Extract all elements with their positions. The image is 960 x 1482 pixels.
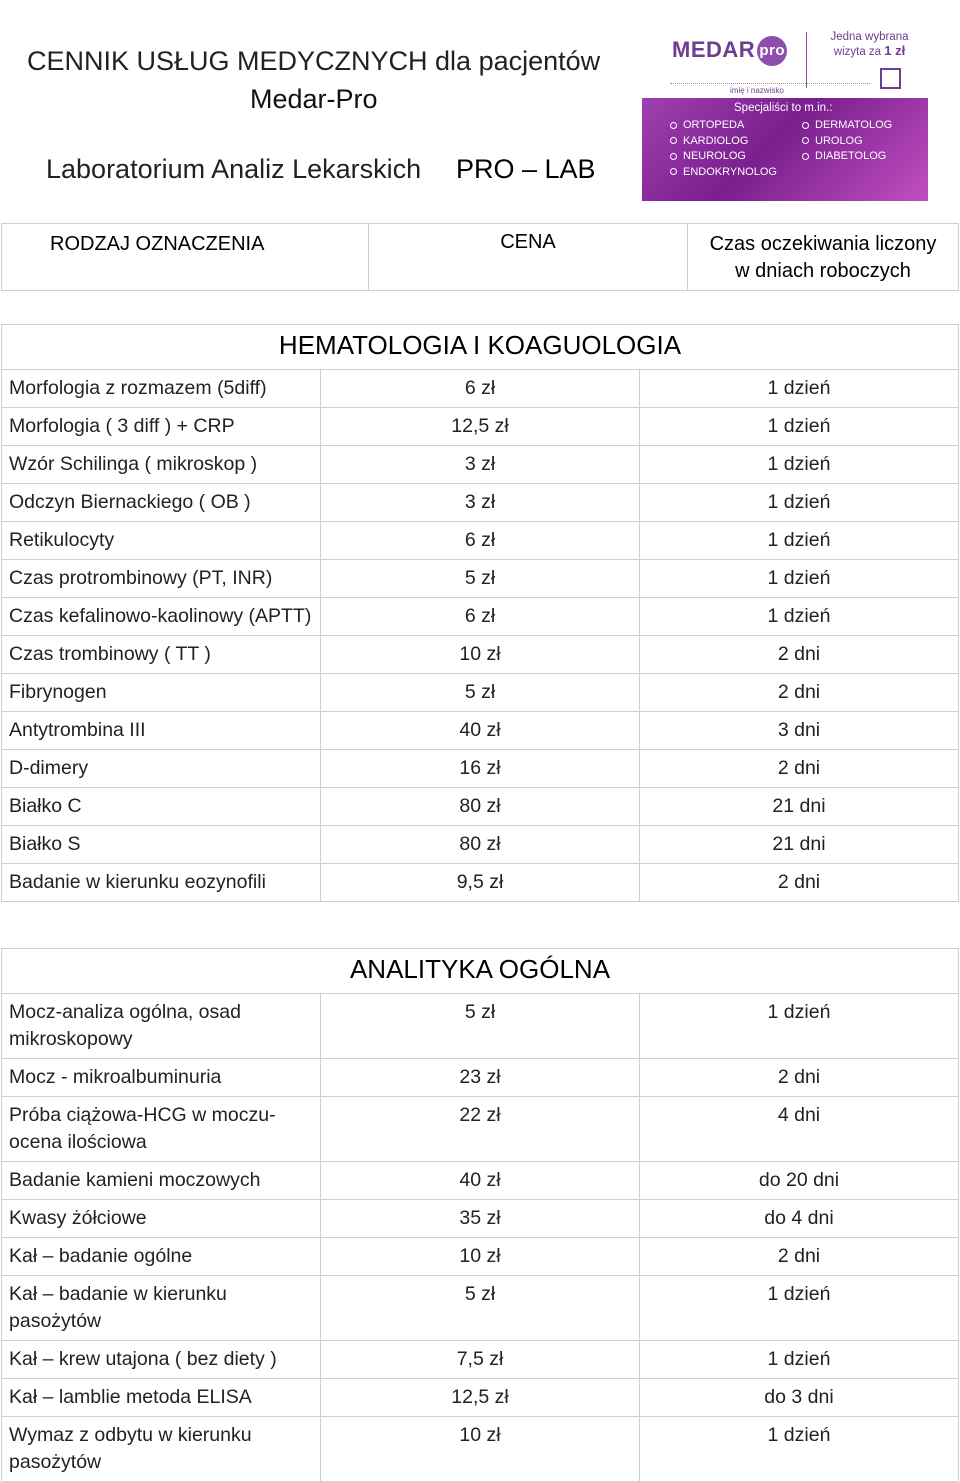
- test-price: 3 zł: [321, 446, 640, 484]
- table-row: [2, 826, 959, 864]
- table-row: [2, 1379, 959, 1417]
- test-name: Białko C: [2, 788, 321, 826]
- name-line: [670, 83, 870, 84]
- test-wait-time: 1 dzień: [640, 994, 959, 1059]
- column-header-table: [1, 223, 959, 291]
- test-name: Kał – lamblie metoda ELISA: [2, 1379, 321, 1417]
- test-price: 9,5 zł: [321, 864, 640, 902]
- table-row: [2, 750, 959, 788]
- specialist-item: DERMATOLOG: [802, 118, 892, 134]
- test-price: 5 zł: [321, 560, 640, 598]
- table-row: [2, 1162, 959, 1200]
- test-wait-time: 1 dzień: [640, 370, 959, 408]
- test-wait-time: 2 dni: [640, 1238, 959, 1276]
- test-name: Mocz - mikroalbuminuria: [2, 1059, 321, 1097]
- test-price: 80 zł: [321, 826, 640, 864]
- test-price: 6 zł: [321, 370, 640, 408]
- table-row: [2, 636, 959, 674]
- test-wait-time: 1 dzień: [640, 598, 959, 636]
- test-price: 10 zł: [321, 636, 640, 674]
- test-price: 16 zł: [321, 750, 640, 788]
- table-row: [2, 1238, 959, 1276]
- table-row: [2, 1417, 959, 1482]
- test-name: Badanie w kierunku eozynofili: [2, 864, 321, 902]
- col-header-price: CENA: [369, 224, 688, 291]
- test-name: Kał – badanie ogólne: [2, 1238, 321, 1276]
- test-name: Czas kefalinowo-kaolinowy (APTT): [2, 598, 321, 636]
- coupon-offer: [812, 30, 927, 59]
- test-name: Kwasy żółciowe: [2, 1200, 321, 1238]
- medar-pro-logo: [672, 36, 787, 66]
- test-name: Antytrombina III: [2, 712, 321, 750]
- test-price: 23 zł: [321, 1059, 640, 1097]
- table-row: [2, 674, 959, 712]
- test-wait-time: do 4 dni: [640, 1200, 959, 1238]
- specialists-label: Specjaliści to m.in.:: [734, 102, 833, 114]
- test-name: Białko S: [2, 826, 321, 864]
- test-wait-time: 2 dni: [640, 864, 959, 902]
- table-row: [2, 864, 959, 902]
- test-wait-time: 2 dni: [640, 1059, 959, 1097]
- test-price: 12,5 zł: [321, 1379, 640, 1417]
- table-row: [2, 712, 959, 750]
- col-header-time: [688, 224, 959, 291]
- test-wait-time: 1 dzień: [640, 1276, 959, 1341]
- test-price: 80 zł: [321, 788, 640, 826]
- table-row: [2, 994, 959, 1059]
- table-row: [2, 370, 959, 408]
- test-wait-time: 2 dni: [640, 636, 959, 674]
- test-price: 3 zł: [321, 484, 640, 522]
- test-wait-time: 1 dzień: [640, 522, 959, 560]
- table-row: [2, 1059, 959, 1097]
- test-price: 40 zł: [321, 1162, 640, 1200]
- test-name: Badanie kamieni moczowych: [2, 1162, 321, 1200]
- table-row: [2, 1097, 959, 1162]
- test-price: 6 zł: [321, 598, 640, 636]
- bullet-icon: [802, 122, 809, 129]
- logo-pro-badge: pro: [757, 36, 787, 66]
- test-price: 5 zł: [321, 994, 640, 1059]
- price-list-title: CENNIK USŁUG MEDYCZNYCH dla pacjentów: [27, 46, 601, 76]
- test-wait-time: do 3 dni: [640, 1379, 959, 1417]
- table-row: [2, 1200, 959, 1238]
- table-row: [2, 408, 959, 446]
- specialist-item: ENDOKRYNOLOG: [670, 165, 777, 181]
- specialist-item: KARDIOLOG: [670, 134, 777, 150]
- coupon-checkbox[interactable]: [880, 68, 901, 89]
- test-price: 5 zł: [321, 1276, 640, 1341]
- test-name: D-dimery: [2, 750, 321, 788]
- section-title: ANALITYKA OGÓLNA: [2, 949, 959, 994]
- test-price: 10 zł: [321, 1417, 640, 1482]
- offer-price: 1 zł: [884, 43, 906, 58]
- test-name: Wymaz z odbytu w kierunku pasożytów: [2, 1417, 321, 1482]
- test-wait-time: 21 dni: [640, 826, 959, 864]
- bullet-icon: [670, 122, 677, 129]
- logo-text: MEDAR: [672, 36, 756, 62]
- test-wait-time: 2 dni: [640, 674, 959, 712]
- coupon-top: [642, 28, 928, 96]
- promo-coupon: [642, 28, 928, 201]
- bullet-icon: [802, 137, 809, 144]
- lab-name: Laboratorium Analiz Lekarskich: [46, 154, 422, 184]
- col-header-time-line1: Czas oczekiwania liczony: [709, 233, 937, 255]
- test-price: 7,5 zł: [321, 1341, 640, 1379]
- clinic-name: Medar-Pro: [250, 84, 378, 114]
- table-row: [2, 484, 959, 522]
- test-name: Czas protrombinowy (PT, INR): [2, 560, 321, 598]
- test-name: Fibrynogen: [2, 674, 321, 712]
- table-row: [2, 598, 959, 636]
- specialist-item: UROLOG: [802, 134, 892, 150]
- name-label: imię i nazwisko: [730, 86, 784, 95]
- test-wait-time: 1 dzień: [640, 1341, 959, 1379]
- test-name: Kał – krew utajona ( bez diety ): [2, 1341, 321, 1379]
- table-row: [2, 560, 959, 598]
- test-price: 35 zł: [321, 1200, 640, 1238]
- offer-line1: Jedna wybrana: [830, 31, 909, 43]
- test-name: Czas trombinowy ( TT ): [2, 636, 321, 674]
- specialists-right: [802, 118, 892, 165]
- test-wait-time: 4 dni: [640, 1097, 959, 1162]
- test-name: Wzór Schilinga ( mikroskop ): [2, 446, 321, 484]
- table-row: [2, 788, 959, 826]
- column-header-row: [2, 224, 959, 291]
- table-row: [2, 1276, 959, 1341]
- test-wait-time: 1 dzień: [640, 1417, 959, 1482]
- test-price: 10 zł: [321, 1238, 640, 1276]
- bullet-icon: [670, 168, 677, 175]
- test-price: 40 zł: [321, 712, 640, 750]
- bullet-icon: [670, 137, 677, 144]
- test-name: Mocz-analiza ogólna, osad mikroskopowy: [2, 994, 321, 1059]
- test-name: Retikulocyty: [2, 522, 321, 560]
- specialists-panel: [642, 98, 928, 201]
- test-wait-time: 1 dzień: [640, 484, 959, 522]
- test-name: Kał – badanie w kierunku pasożytów: [2, 1276, 321, 1341]
- test-price: 22 zł: [321, 1097, 640, 1162]
- table-row: [2, 1341, 959, 1379]
- bullet-icon: [670, 153, 677, 160]
- table-row: [2, 522, 959, 560]
- coupon-divider: [806, 32, 807, 88]
- test-name: Morfologia ( 3 diff ) + CRP: [2, 408, 321, 446]
- test-name: Morfologia z rozmazem (5diff): [2, 370, 321, 408]
- test-wait-time: do 20 dni: [640, 1162, 959, 1200]
- specialist-item: DIABETOLOG: [802, 149, 892, 165]
- test-wait-time: 1 dzień: [640, 446, 959, 484]
- test-wait-time: 3 dni: [640, 712, 959, 750]
- specialists-left: [670, 118, 777, 180]
- offer-line2: [812, 44, 927, 59]
- test-wait-time: 2 dni: [640, 750, 959, 788]
- section-title: HEMATOLOGIA I KOAGUOLOGIA: [2, 325, 959, 370]
- specialist-item: ORTOPEDA: [670, 118, 777, 134]
- test-price: 6 zł: [321, 522, 640, 560]
- test-price: 5 zł: [321, 674, 640, 712]
- test-wait-time: 1 dzień: [640, 560, 959, 598]
- analytics-table: [1, 948, 959, 1482]
- offer-line2-text: wizyta za: [833, 46, 882, 58]
- section-header-row: [2, 949, 959, 994]
- lab-brand: PRO – LAB: [456, 154, 596, 184]
- table-row: [2, 446, 959, 484]
- col-header-name: RODZAJ OZNACZENIA: [2, 224, 369, 291]
- test-wait-time: 21 dni: [640, 788, 959, 826]
- specialist-item: NEUROLOG: [670, 149, 777, 165]
- section-header-row: [2, 325, 959, 370]
- test-price: 12,5 zł: [321, 408, 640, 446]
- test-wait-time: 1 dzień: [640, 408, 959, 446]
- col-header-time-line2: w dniach roboczych: [735, 260, 911, 282]
- test-name: Próba ciążowa-HCG w moczu-ocena ilościowa: [2, 1097, 321, 1162]
- bullet-icon: [802, 153, 809, 160]
- test-name: Odczyn Biernackiego ( OB ): [2, 484, 321, 522]
- hematology-table: [1, 324, 959, 902]
